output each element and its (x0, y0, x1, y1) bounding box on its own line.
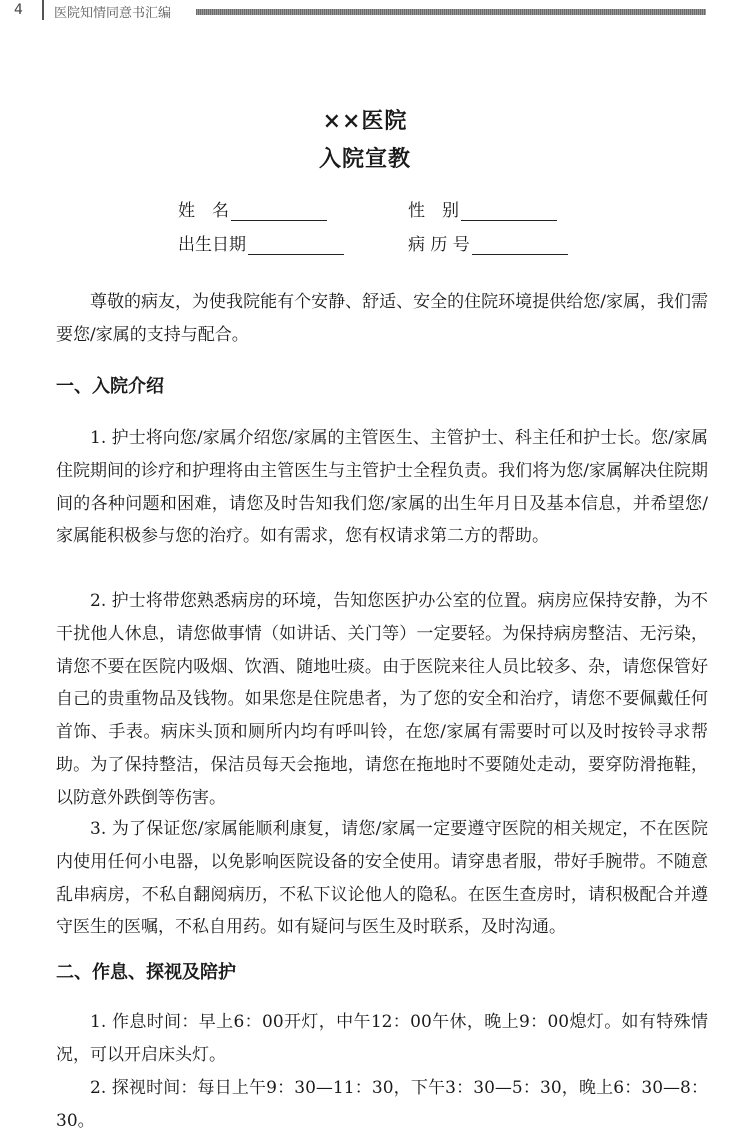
page-number: 4 (14, 2, 23, 18)
header-rule (196, 9, 706, 15)
paragraph: 1. 作息时间：早上6：00开灯，中午12：00午休，晚上9：00熄灯。如有特殊情况，可以开启床头灯。 (56, 1012, 708, 1065)
section-heading: 二、作息、探视及陪护 (56, 962, 236, 983)
paragraph: 2. 探视时间：每日上午9：30—11：30，下午3：30—5：30，晚上6：30—8：30。 (56, 1078, 708, 1131)
birth-date-blank (248, 237, 344, 255)
sex-field (408, 196, 557, 221)
hospital-title: ××医院 (322, 108, 408, 134)
section-heading: 一、入院介绍 (56, 376, 164, 397)
birth-date-label: 出生日期 (178, 235, 246, 255)
name-blank (231, 203, 327, 221)
book-title: 医院知情同意书汇编 (54, 6, 172, 21)
record-number-field (408, 230, 568, 255)
record-number-blank (472, 237, 568, 255)
paragraph: 1. 护士将向您/家属介绍您/家属的主管医生、主管护士、科主任和护士长。您/家属住院期间的诊疗和护理将由主管医生与主管护士全程负责。我们将为您/家属解决住院期间的各种问题和困难，请您及时告知我们您/家属的出生年月日及基本信息，并希望您/家属能积极参与您的治疗。如有需求，您有权请求第二方的帮助。 (56, 428, 708, 547)
name-label: 姓 名 (178, 201, 229, 221)
paragraph: 2. 护士将带您熟悉病房的环境，告知您医护办公室的位置。病房应保持安静，为不干扰他人休息，请您做事情（如讲话、关门等）一定要轻。为保持病房整洁、无污染，请您不要在医院内吸烟、饮酒、随地吐痰。由于医院来往人员比较多、杂，请您保管好自己的贵重物品及钱物。如果您是住院患者，为了您的安全和治疗，请您不要佩戴任何首饰、手表。病床头顶和厕所内均有呼叫铃，在您/家属有需要时可以及时按铃寻求帮助。为了保持整洁，保洁员每天会拖地，请您在拖地时不要随处走动，要穿防滑拖鞋，以防意外跌倒等伤害。 (56, 591, 708, 808)
header-divider (42, 0, 44, 20)
paragraph: 3. 为了保证您/家属能顺利康复，请您/家属一定要遵守医院的相关规定，不在医院内使用任何小电器，以免影响医院设备的安全使用。请穿患者服，带好手腕带。不随意乱串病房，不私自翻阅病历，不私下议论他人的隐私。在医生查房时，请积极配合并遵守医生的医嘱，不私自用药。如有疑问与医生及时联系，及时沟通。 (56, 819, 708, 938)
sex-blank (461, 203, 557, 221)
sex-label: 性 别 (408, 201, 459, 221)
document-title: 入院宣教 (318, 146, 411, 172)
birth-date-field (178, 230, 344, 255)
intro-paragraph: 尊敬的病友，为使我院能有个安静、舒适、安全的住院环境提供给您/家属，我们需要您/家属的支持与配合。 (56, 292, 708, 345)
running-header (0, 0, 730, 22)
name-field (178, 196, 327, 221)
record-number-label: 病 历 号 (408, 235, 470, 255)
